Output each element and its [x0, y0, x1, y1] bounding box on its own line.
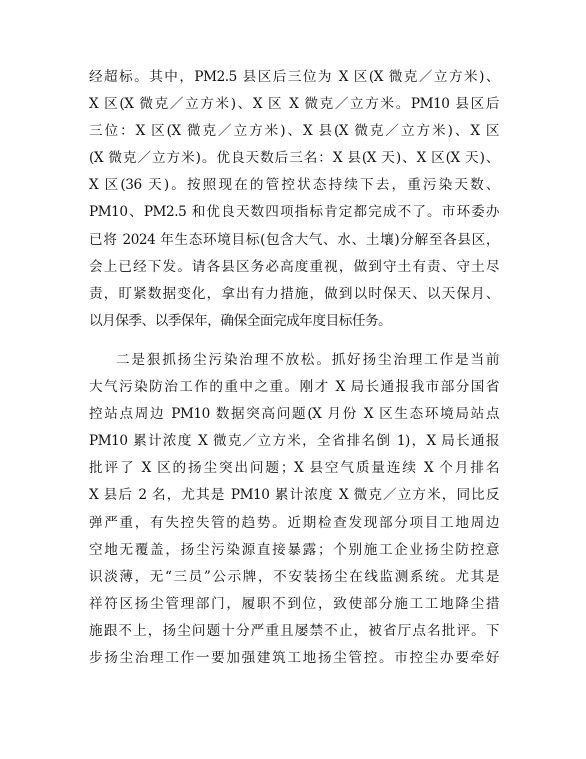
paragraph-1 — [89, 64, 499, 335]
text-line: X 县后 2 名，尤其是 PM10 累计浓度 X 微克／立方米，同比反 — [89, 487, 499, 504]
text-line: 控站点周边 PM10 数据突高问题(X 月份 X 区生态环境局站点 — [89, 406, 499, 423]
text-line: 步扬尘治理工作一要加强建筑工地扬尘管控。市控尘办要牵好 — [89, 649, 499, 666]
document-body — [89, 64, 499, 672]
paragraph-2 — [89, 347, 499, 672]
text-line: X 区(36 天)。按照现在的管控状态持续下去，重污染天数、 — [89, 177, 499, 194]
text-line-indented: 二是狠抓扬尘污染治理不放松。抓好扬尘治理工作是当前 — [116, 351, 499, 368]
text-line: 已将 2024 年生态环境目标(包含大气、水、土壤)分解至各县区， — [89, 231, 499, 248]
text-line: 大气污染防治工作的重中之重。刚才 X 局长通报我市部分国省 — [89, 379, 499, 396]
text-line: 会上已经下发。请各县区务必高度重视，做到守土有责、守土尽 — [89, 258, 499, 275]
text-line: 施跟不上，扬尘问题十分严重且屡禁不止，被省厅点名批评。下 — [89, 622, 499, 639]
text-line: X 区(X 微克／立方米)、X 区 X 微克／立方米。PM10 县区后 — [89, 96, 499, 113]
text-line: 批评了 X 区的扬尘突出问题；X 县空气质量连续 X 个月排名 — [89, 460, 499, 477]
text-line: 三位：X 区(X 微克／立方米)、X 县(X 微克／立方米)、X 区 — [89, 123, 499, 140]
text-line: 祥符区扬尘管理部门，履职不到位，致使部分施工工地降尘措 — [89, 595, 499, 612]
text-line: 责，盯紧数据变化，拿出有力措施，做到以时保天、以天保月、 — [89, 285, 499, 302]
text-line: PM10、PM2.5 和优良天数四项指标肯定都完成不了。市环委办 — [89, 204, 499, 221]
text-line: 弹严重，有失控失管的趋势。近期检查发现部分项目工地周边 — [89, 514, 499, 531]
text-line: PM10 累计浓度 X 微克／立方米，全省排名倒 1)，X 局长通报 — [89, 433, 499, 450]
paragraph-gap — [89, 335, 499, 347]
text-line: 空地无覆盖，扬尘污染源直接暴露；个别施工企业扬尘防控意 — [89, 541, 499, 558]
text-line: 识淡薄，无“三员”公示牌，不安装扬尘在线监测系统。尤其是 — [89, 568, 499, 585]
text-line-last: 以月保季、以季保年，确保全面完成年度目标任务。 — [89, 312, 392, 329]
text-line: (X 微克／立方米)。优良天数后三名：X 县(X 天)、X 区(X 天)、 — [89, 150, 499, 167]
text-line: 经超标。其中，PM2.5 县区后三位为 X 区(X 微克／立方米)、 — [89, 69, 499, 85]
